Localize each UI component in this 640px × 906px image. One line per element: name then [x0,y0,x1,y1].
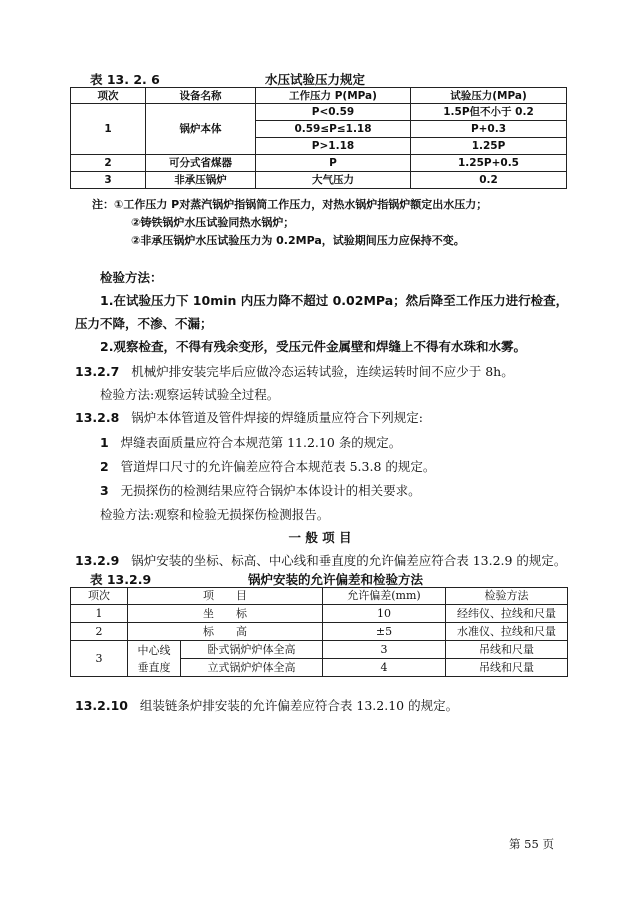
item-cell: 1 [71,605,128,623]
item-name-cell: 标 高 [128,623,323,641]
tolerance-cell: 10 [323,605,446,623]
work-pressure-cell: P>1.18 [256,138,411,155]
table-row [71,172,567,189]
clause-13-2-8 [75,408,423,426]
list-number: 3 [100,483,109,498]
test-pressure-cell: 1.5P但不小于 0.2 [411,104,567,121]
clause-13-2-10 [75,696,458,714]
item-name-cell: 卧式锅炉炉体全高 [181,641,323,659]
header-cell: 试验压力(MPa) [411,88,567,104]
header-cell: 项次 [71,88,146,104]
tolerance-cell: 4 [323,659,446,677]
table1-note: ②非承压锅炉水压试验压力为 0.2MPa，试验期间压力应保持不变。 [131,234,465,247]
method-cell: 经纬仪、拉线和尺量 [446,605,568,623]
method-cell: 吊线和尺量 [446,641,568,659]
work-pressure-cell: 0.59≤P≤1.18 [256,121,411,138]
test-pressure-cell: 0.2 [411,172,567,189]
clause-text: 锅炉本体管道及管件焊接的焊缝质量应符合下列规定: [131,410,423,425]
group-label-line: 垂直度 [137,660,171,674]
list-text: 管道焊口尺寸的允许偏差应符合本规范表 5.3.8 的规定。 [120,459,436,474]
method-cell: 吊线和尺量 [446,659,568,677]
table-row [71,104,567,121]
table-row [71,588,568,605]
clause-text: 锅炉安装的坐标、标高、中心线和垂直度的允许偏差应符合表 13.2.9 的规定。 [131,553,567,568]
method-cell: 水准仪、拉线和尺量 [446,623,568,641]
clause-number: 13.2.8 [75,410,120,425]
clause-text: 组装链条炉排安装的允许偏差应符合表 13.2.10 的规定。 [139,698,459,713]
work-pressure-cell: P<0.59 [256,104,411,121]
test-pressure-cell: 1.25P [411,138,567,155]
clause-number: 13.2.10 [75,698,128,713]
clause-13-2-7 [75,362,514,380]
general-items-heading: 一 般 项 目 [288,530,352,545]
item-cell: 1 [71,104,146,155]
item-cell: 3 [71,641,128,677]
group-label-line: 中心线 [137,643,171,657]
table-row [71,623,568,641]
device-cell: 可分式省煤器 [146,155,256,172]
method-title: 检验方法： [100,270,163,285]
tolerance-cell: 3 [323,641,446,659]
item-name-cell: 立式锅炉炉体全高 [181,659,323,677]
list-text: 焊缝表面质量应符合本规范第 11.2.10 条的规定。 [120,435,402,450]
table2-title: 锅炉安装的允许偏差和检验方法 [248,572,424,587]
clause-13-2-8-method: 检验方法:观察和检验无损探伤检测报告。 [100,507,330,522]
table-row [71,641,568,659]
work-pressure-cell: 大气压力 [256,172,411,189]
list-number: 2 [100,459,109,474]
header-cell: 允许偏差(mm) [323,588,446,605]
list-text: 无损探伤的检测结果应符合锅炉本体设计的相关要求。 [120,483,421,498]
table1-number: 表 13. 2. 6 [90,72,160,87]
table1-title: 水压试验压力规定 [265,72,366,87]
method-1a: 1.在试验压力下 10min 内压力降不超过 0.02MPa；然后降至工作压力进行检查， [100,293,569,308]
tolerance-cell: ±5 [323,623,446,641]
header-cell: 检验方法 [446,588,568,605]
item-cell: 2 [71,155,146,172]
clause-number: 13.2.7 [75,364,120,379]
header-cell: 工作压力 P(MPa) [256,88,411,104]
pressure-test-table [70,87,567,189]
header-cell: 项次 [71,588,128,605]
list-item [100,481,421,499]
group-label-cell [128,641,181,677]
list-item [100,433,401,451]
item-name-cell: 坐 标 [128,605,323,623]
table-row [71,155,567,172]
installation-tolerance-table [70,587,568,677]
item-cell: 2 [71,623,128,641]
page-number: 第 55 页 [509,837,554,851]
header-cell: 设备名称 [146,88,256,104]
header-cell: 项 目 [128,588,323,605]
device-cell: 锅炉本体 [146,104,256,155]
clause-text: 机械炉排安装完毕后应做冷态运转试验，连续运转时间不应少于 8h。 [131,364,514,379]
test-pressure-cell: 1.25P+0.5 [411,155,567,172]
list-item [100,457,435,475]
item-cell: 3 [71,172,146,189]
test-pressure-cell: P+0.3 [411,121,567,138]
work-pressure-cell: P [256,155,411,172]
table-row [71,605,568,623]
clause-13-2-9 [75,551,566,569]
method-2: 2.观察检查，不得有残余变形，受压元件金属壁和焊缝上不得有水珠和水雾。 [100,339,526,354]
list-number: 1 [100,435,109,450]
clause-13-2-7-method: 检验方法:观察运转试验全过程。 [100,387,280,402]
table1-note: 注：①工作压力 P对蒸汽锅炉指锅筒工作压力，对热水锅炉指锅炉额定出水压力； [92,198,488,211]
clause-number: 13.2.9 [75,553,120,568]
method-1b: 压力不降，不渗、不漏； [75,316,213,331]
table-row [71,88,567,104]
table1-note: ②铸铁锅炉水压试验同热水锅炉； [131,216,295,229]
device-cell: 非承压锅炉 [146,172,256,189]
table2-number: 表 13.2.9 [90,572,152,587]
